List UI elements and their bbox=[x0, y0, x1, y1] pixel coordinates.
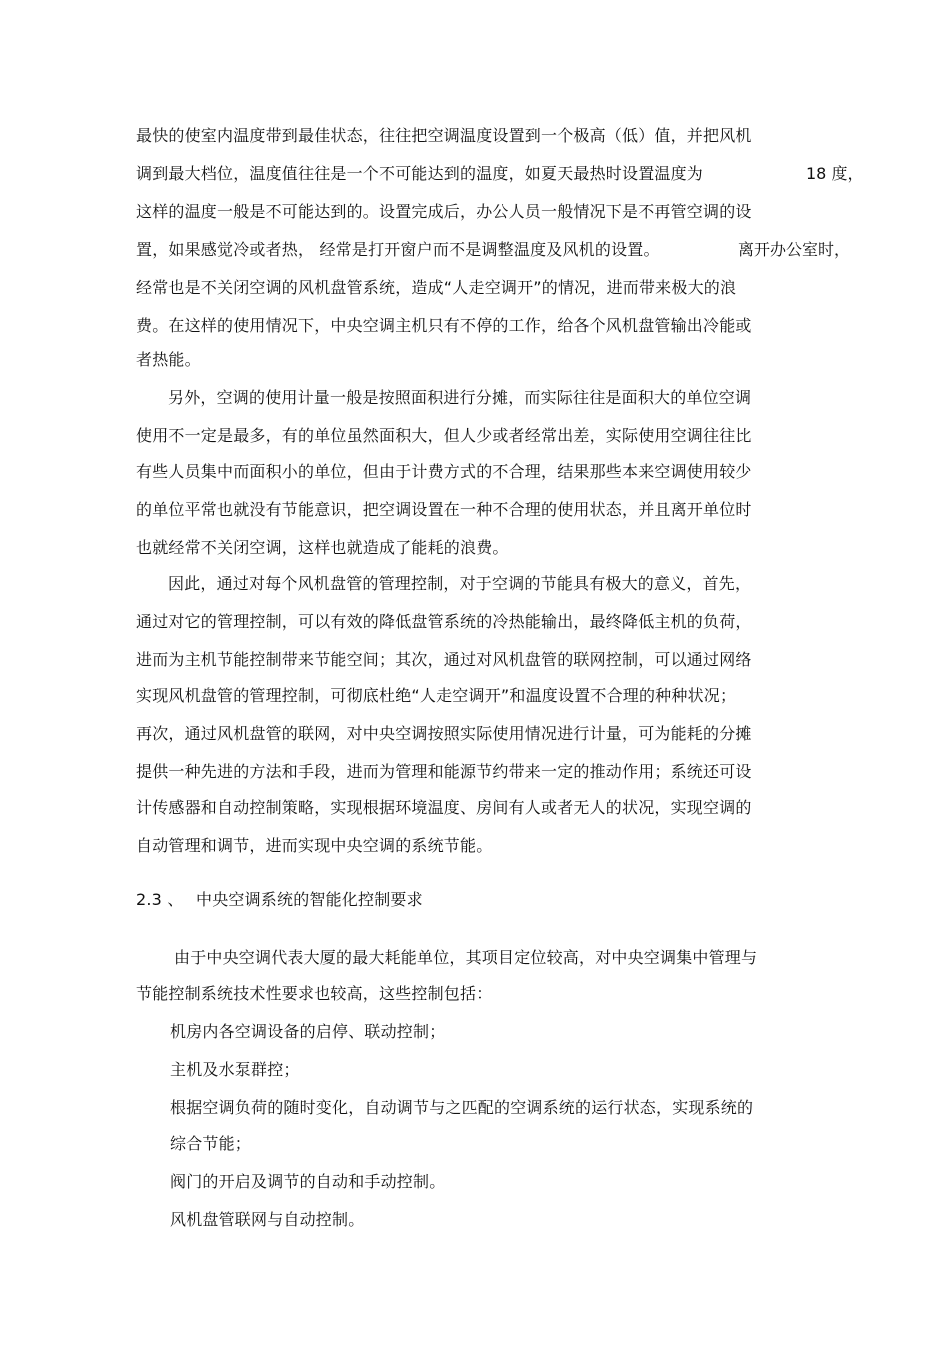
text-line: 使用不一定是最多，有的单位虽然面积大，但人少或者经常出差，实际使用空调往往比 bbox=[136, 426, 752, 445]
section-number: 2.3 、 bbox=[136, 890, 184, 909]
text-line: 自动管理和调节，进而实现中央空调的系统节能。 bbox=[136, 836, 493, 855]
text-line: 置，如果感觉冷或者热， 经常是打开窗户而不是调整温度及风机的设置。 bbox=[136, 240, 660, 259]
text-line: 有些人员集中而面积小的单位，但由于计费方式的不合理，结果那些本来空调使用较少 bbox=[136, 462, 752, 481]
text-line-tail: 离开办公室时， bbox=[738, 240, 851, 259]
text-line: 调到最大档位，温度值往往是一个不可能达到的温度，如夏天最热时设置温度为 bbox=[136, 164, 704, 183]
text-line: 者热能。 bbox=[136, 350, 201, 369]
text-line: 提供一种先进的方法和手段，进而为管理和能源节约带来一定的推动作用；系统还可设 bbox=[136, 762, 752, 781]
text-line: 费。在这样的使用情况下，中央空调主机只有不停的工作，给各个风机盘管输出冷能或 bbox=[136, 316, 752, 335]
list-item: 阀门的开启及调节的自动和手动控制。 bbox=[170, 1172, 446, 1191]
text-line: 实现风机盘管的管理控制，可彻底杜绝“人走空调开”和温度设置不合理的种种状况； bbox=[136, 686, 737, 705]
list-item: 机房内各空调设备的启停、联动控制； bbox=[170, 1022, 446, 1041]
text-line: 进而为主机节能控制带来节能空间；其次，通过对风机盘管的联网控制，可以通过网络 bbox=[136, 650, 752, 669]
text-line: 的单位平常也就没有节能意识，把空调设置在一种不合理的使用状态，并且离开单位时 bbox=[136, 500, 752, 519]
text-line: 最快的使室内温度带到最佳状态，往往把空调温度设置到一个极高（低）值，并把风机 bbox=[136, 126, 752, 145]
text-line: 这样的温度一般是不可能达到的。设置完成后，办公人员一般情况下是不再管空调的设 bbox=[136, 202, 752, 221]
temperature-value: 18 度， bbox=[806, 164, 864, 183]
list-item: 综合节能； bbox=[170, 1134, 252, 1153]
text-line: 计传感器和自动控制策略，实现根据环境温度、房间有人或者无人的状况，实现空调的 bbox=[136, 798, 752, 817]
text-line: 通过对它的管理控制，可以有效的降低盘管系统的冷热能输出，最终降低主机的负荷， bbox=[136, 612, 752, 631]
list-item: 根据空调负荷的随时变化，自动调节与之匹配的空调系统的运行状态，实现系统的 bbox=[170, 1098, 754, 1117]
text-line: 因此，通过对每个风机盘管的管理控制，对于空调的节能具有极大的意义，首先， bbox=[168, 574, 752, 593]
text-line: 也就经常不关闭空调，这样也就造成了能耗的浪费。 bbox=[136, 538, 509, 557]
text-line: 由于中央空调代表大厦的最大耗能单位，其项目定位较高，对中央空调集中管理与 bbox=[174, 948, 758, 967]
section-title: 中央空调系统的智能化控制要求 bbox=[196, 890, 423, 909]
text-line: 节能控制系统技术性要求也较高，这些控制包括： bbox=[136, 984, 493, 1003]
text-line: 经常也是不关闭空调的风机盘管系统，造成“人走空调开”的情况，进而带来极大的浪 bbox=[136, 278, 737, 297]
list-item: 主机及水泵群控； bbox=[170, 1060, 300, 1079]
text-line: 另外，空调的使用计量一般是按照面积进行分摊，而实际往往是面积大的单位空调 bbox=[168, 388, 752, 407]
list-item: 风机盘管联网与自动控制。 bbox=[170, 1210, 365, 1229]
text-line: 再次，通过风机盘管的联网，对中央空调按照实际使用情况进行计量，可为能耗的分摊 bbox=[136, 724, 752, 743]
